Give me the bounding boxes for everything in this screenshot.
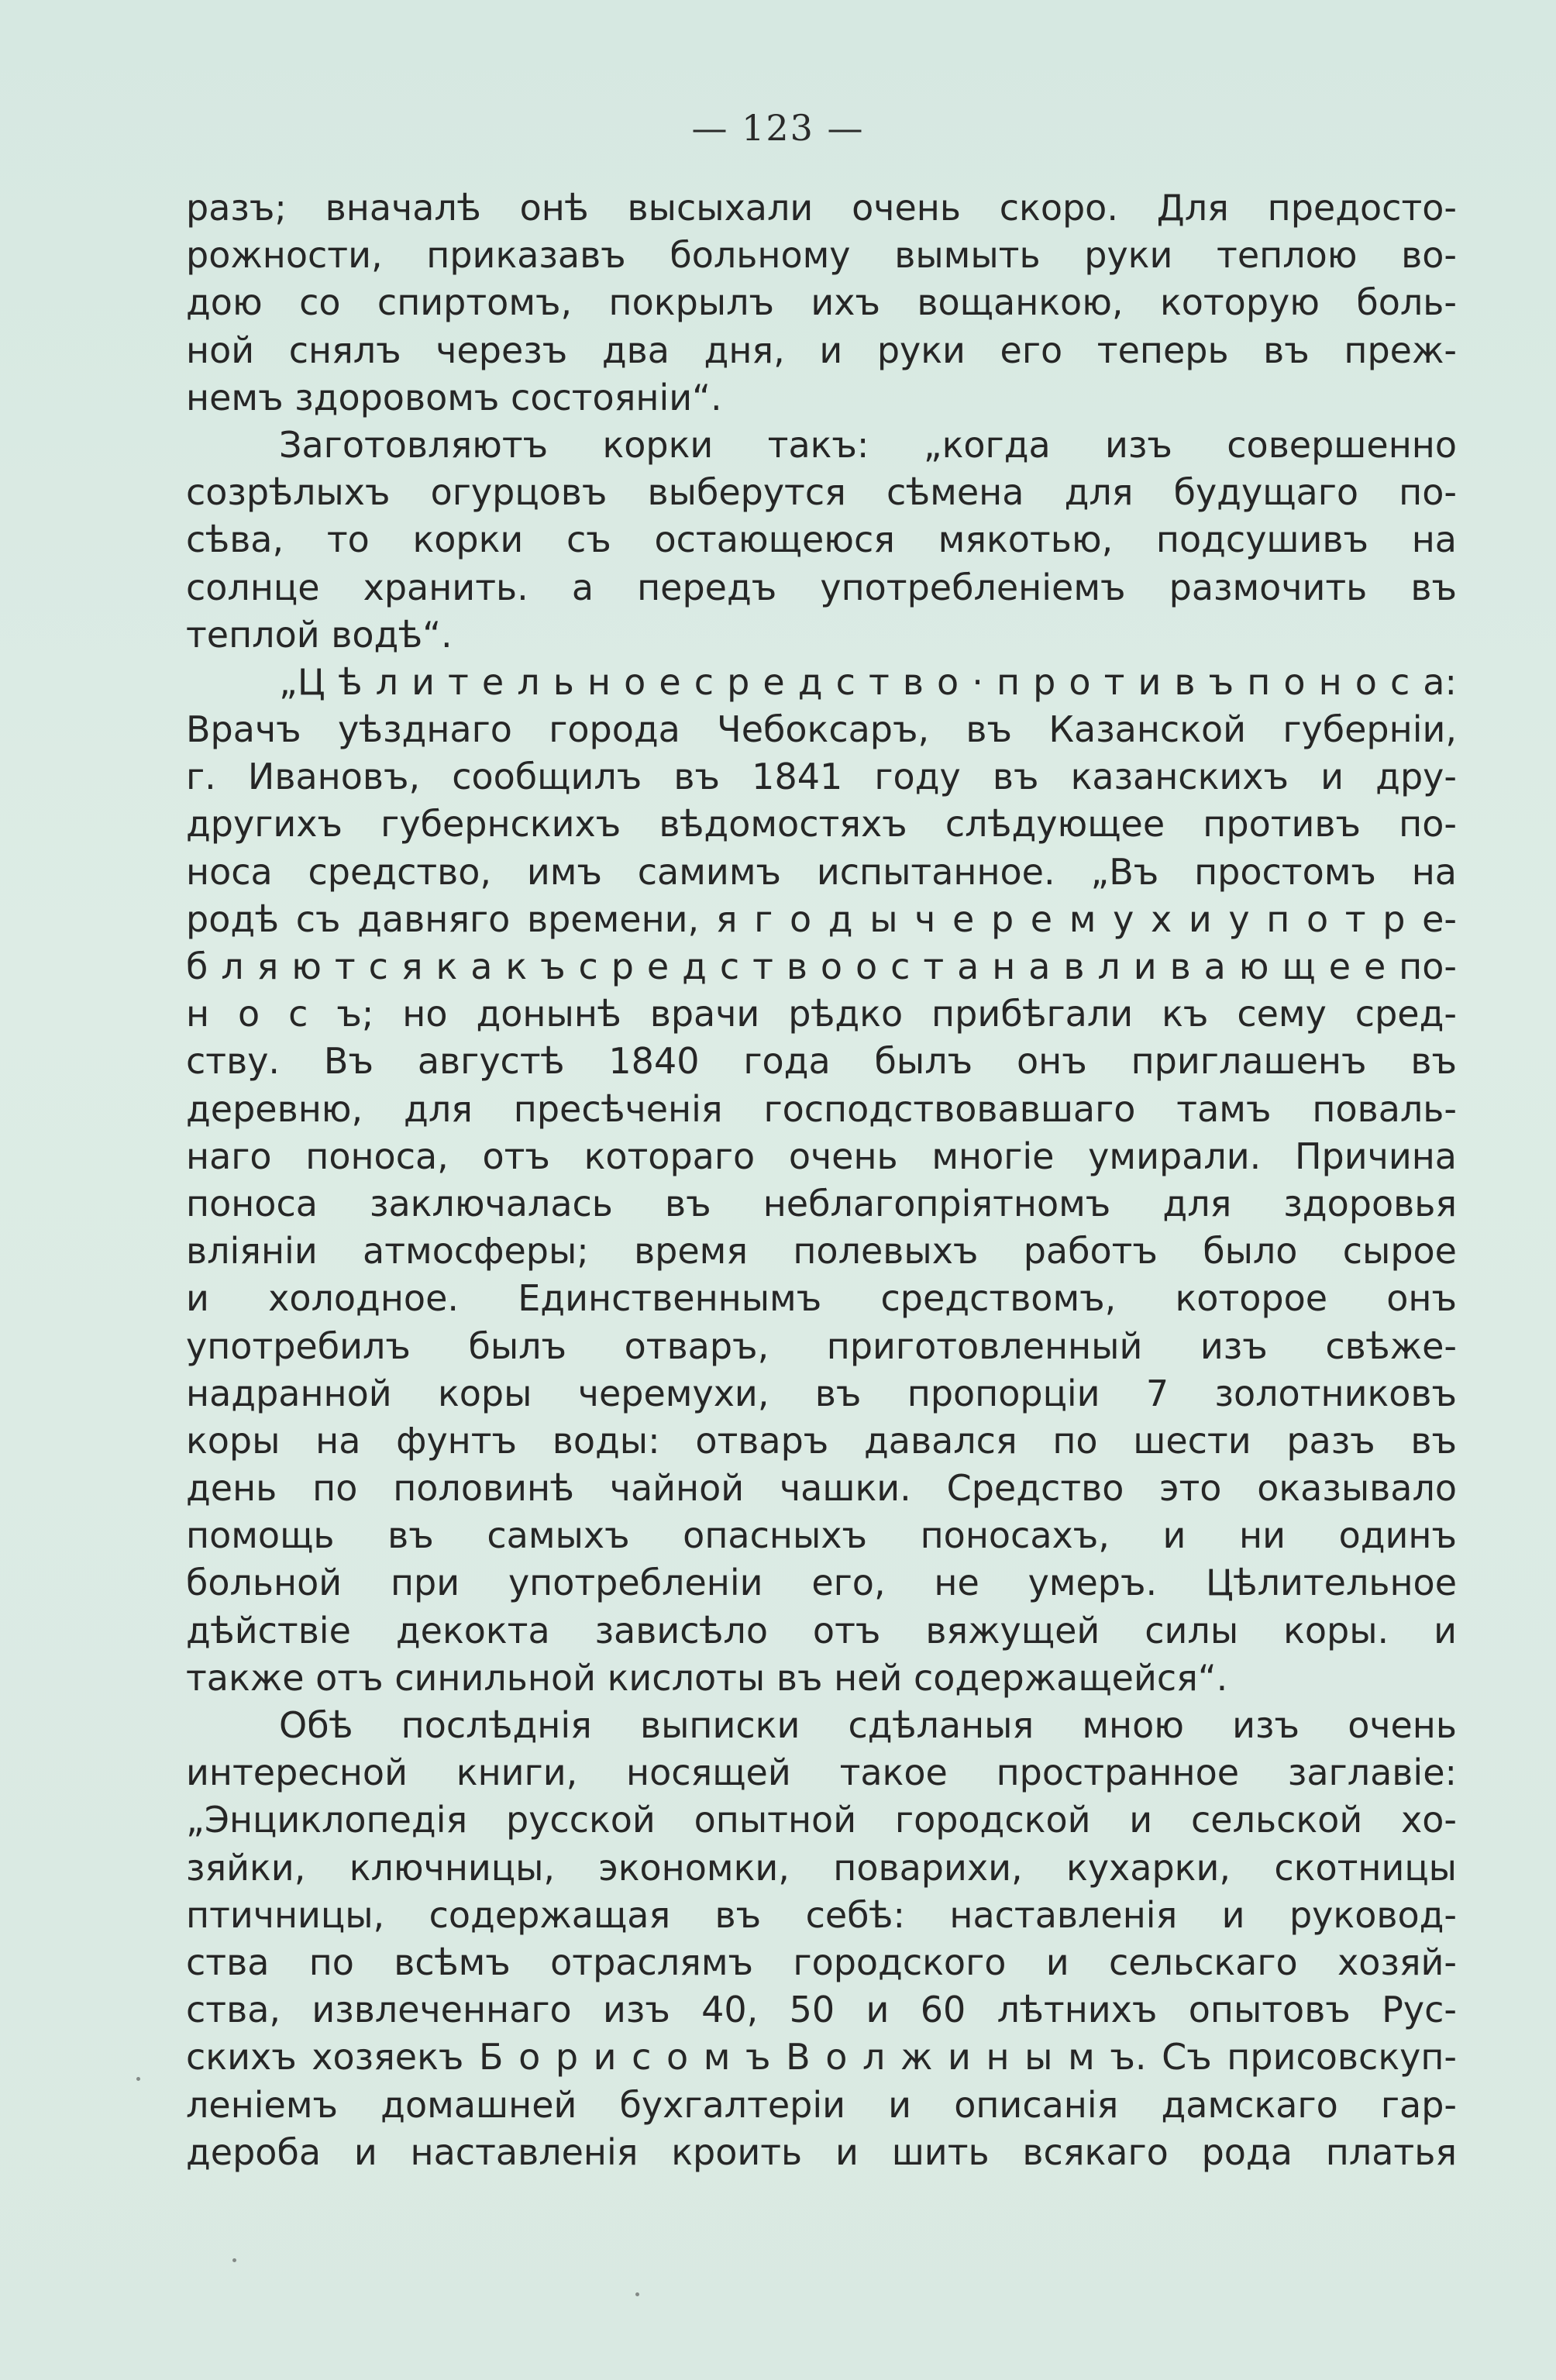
text-line: солнце хранить. а передъ употребленiемъ размочить въ [186, 566, 1457, 608]
text-line: дою со спиртомъ, покрылъ ихъ вощанкою, которую боль- [186, 281, 1457, 324]
text-line: сѣва, то корки съ остающеюся мякотью, подсушивъ на [186, 518, 1457, 561]
text-line: немъ здоровомъ состоянiи“. [186, 376, 722, 418]
text-line: дѣйствiе декокта зависѣло отъ вяжущей силы коры. и [186, 1609, 1457, 1652]
paper-speck [136, 2077, 140, 2081]
text-line: б л я ю т с я к а к ъ с р е д с т в о о с т а н а в л и в а ю щ е е по- [186, 945, 1457, 987]
text-line: разъ; вначалѣ онѣ высыхали очень скоро. Для предосто- [186, 187, 1457, 229]
text-line: зяйки, ключницы, экономки, поварихи, кухарки, скотницы [186, 1846, 1457, 1889]
body-text [186, 184, 1457, 2176]
text-line: больной при употребленiи его, не умеръ. Цѣлительное [186, 1562, 1457, 1604]
text-line: ству. Въ августѣ 1840 года былъ онъ приглашенъ въ [186, 1040, 1457, 1083]
text-line: н о с ъ; но донынѣ врачи рѣдко прибѣгали къ сему сред- [186, 993, 1457, 1035]
text-line: ной снялъ черезъ два дня, и руки его теперь въ преж- [186, 329, 1457, 371]
text-line: деревню, для пресѣченiя господствовавшаго тамъ поваль- [186, 1087, 1457, 1130]
text-line: г. Ивановъ, сообщилъ въ 1841 году въ казанскихъ и дру- [186, 756, 1457, 798]
text-line: Врачъ уѣзднаго города Чебоксаръ, въ Казанской губернiи, [186, 708, 1457, 751]
text-line: Обѣ послѣднiя выписки сдѣланыя мною изъ очень [279, 1704, 1457, 1746]
paper-speck [635, 2292, 639, 2296]
text-line: носа средство, имъ самимъ испытанное. „Въ простомъ на [186, 850, 1457, 893]
text-line: надранной коры черемухи, въ пропорцiи 7 золотниковъ [186, 1372, 1457, 1414]
text-line: коры на фунтъ воды: отваръ давался по шести разъ въ [186, 1419, 1457, 1462]
paper-speck [232, 2258, 236, 2262]
text-line: наго поноса, отъ котораго очень многiе умирали. Причина [186, 1135, 1457, 1177]
text-line: день по половинѣ чайной чашки. Средство это оказывало [186, 1467, 1457, 1510]
text-line: родѣ съ давняго времени, я г о д ы ч е р е м у х и у п о т р е- [186, 897, 1457, 940]
text-line: употребилъ былъ отваръ, приготовленный изъ свѣже- [186, 1324, 1457, 1367]
text-line: теплой водѣ“. [186, 613, 453, 656]
text-line: другихъ губернскихъ вѣдомостяхъ слѣдующее противъ по- [186, 803, 1457, 846]
text-line: „Энциклопедiя русской опытной городской и сельской хо- [186, 1799, 1457, 1841]
text-line: помощь въ самыхъ опасныхъ поносахъ, и ни одинъ [186, 1514, 1457, 1557]
text-line: „Ц ѣ л и т е л ь н о е с р е д с т в о · п р о т и в ъ п о н о с а: [279, 660, 1457, 703]
text-line: созрѣлыхъ огурцовъ выберутся сѣмена для будущаго по- [186, 471, 1457, 514]
text-line: интересной книги, носящей такое пространное заглавiе: [186, 1751, 1457, 1794]
text-line: Заготовляютъ корки такъ: „когда изъ совершенно [279, 423, 1457, 466]
text-line: и холодное. Единственнымъ средствомъ, которое онъ [186, 1277, 1457, 1320]
text-line: ленiемъ домашней бухгалтерiи и описанiя дамскаго гар- [186, 2083, 1457, 2126]
text-line: скихъ хозяекъ Б о р и с о м ъ В о л ж и н ы м ъ. Съ присовскуп- [186, 2036, 1457, 2079]
text-line: ства по всѣмъ отраслямъ городского и сельскаго хозяй- [186, 1941, 1457, 1983]
text-line: дероба и наставленiя кроить и шить всякаго рода платья [186, 2130, 1457, 2173]
text-line: ства, извлеченнаго изъ 40, 50 и 60 лѣтнихъ опытовъ Рус- [186, 1989, 1457, 2031]
text-line: также отъ синильной кислоты въ ней содержащейся“. [186, 1656, 1228, 1699]
text-line: птичницы, содержащая въ себѣ: наставленiя и руковод- [186, 1893, 1457, 1936]
text-line: поноса заключалась въ неблагопрiятномъ для здоровья [186, 1182, 1457, 1224]
text-line: рожности, приказавъ больному вымыть руки теплою во- [186, 234, 1457, 277]
page-number: — 123 — [691, 107, 865, 149]
text-line: влiянiи атмосферы; время полевыхъ работъ было сырое [186, 1230, 1457, 1273]
